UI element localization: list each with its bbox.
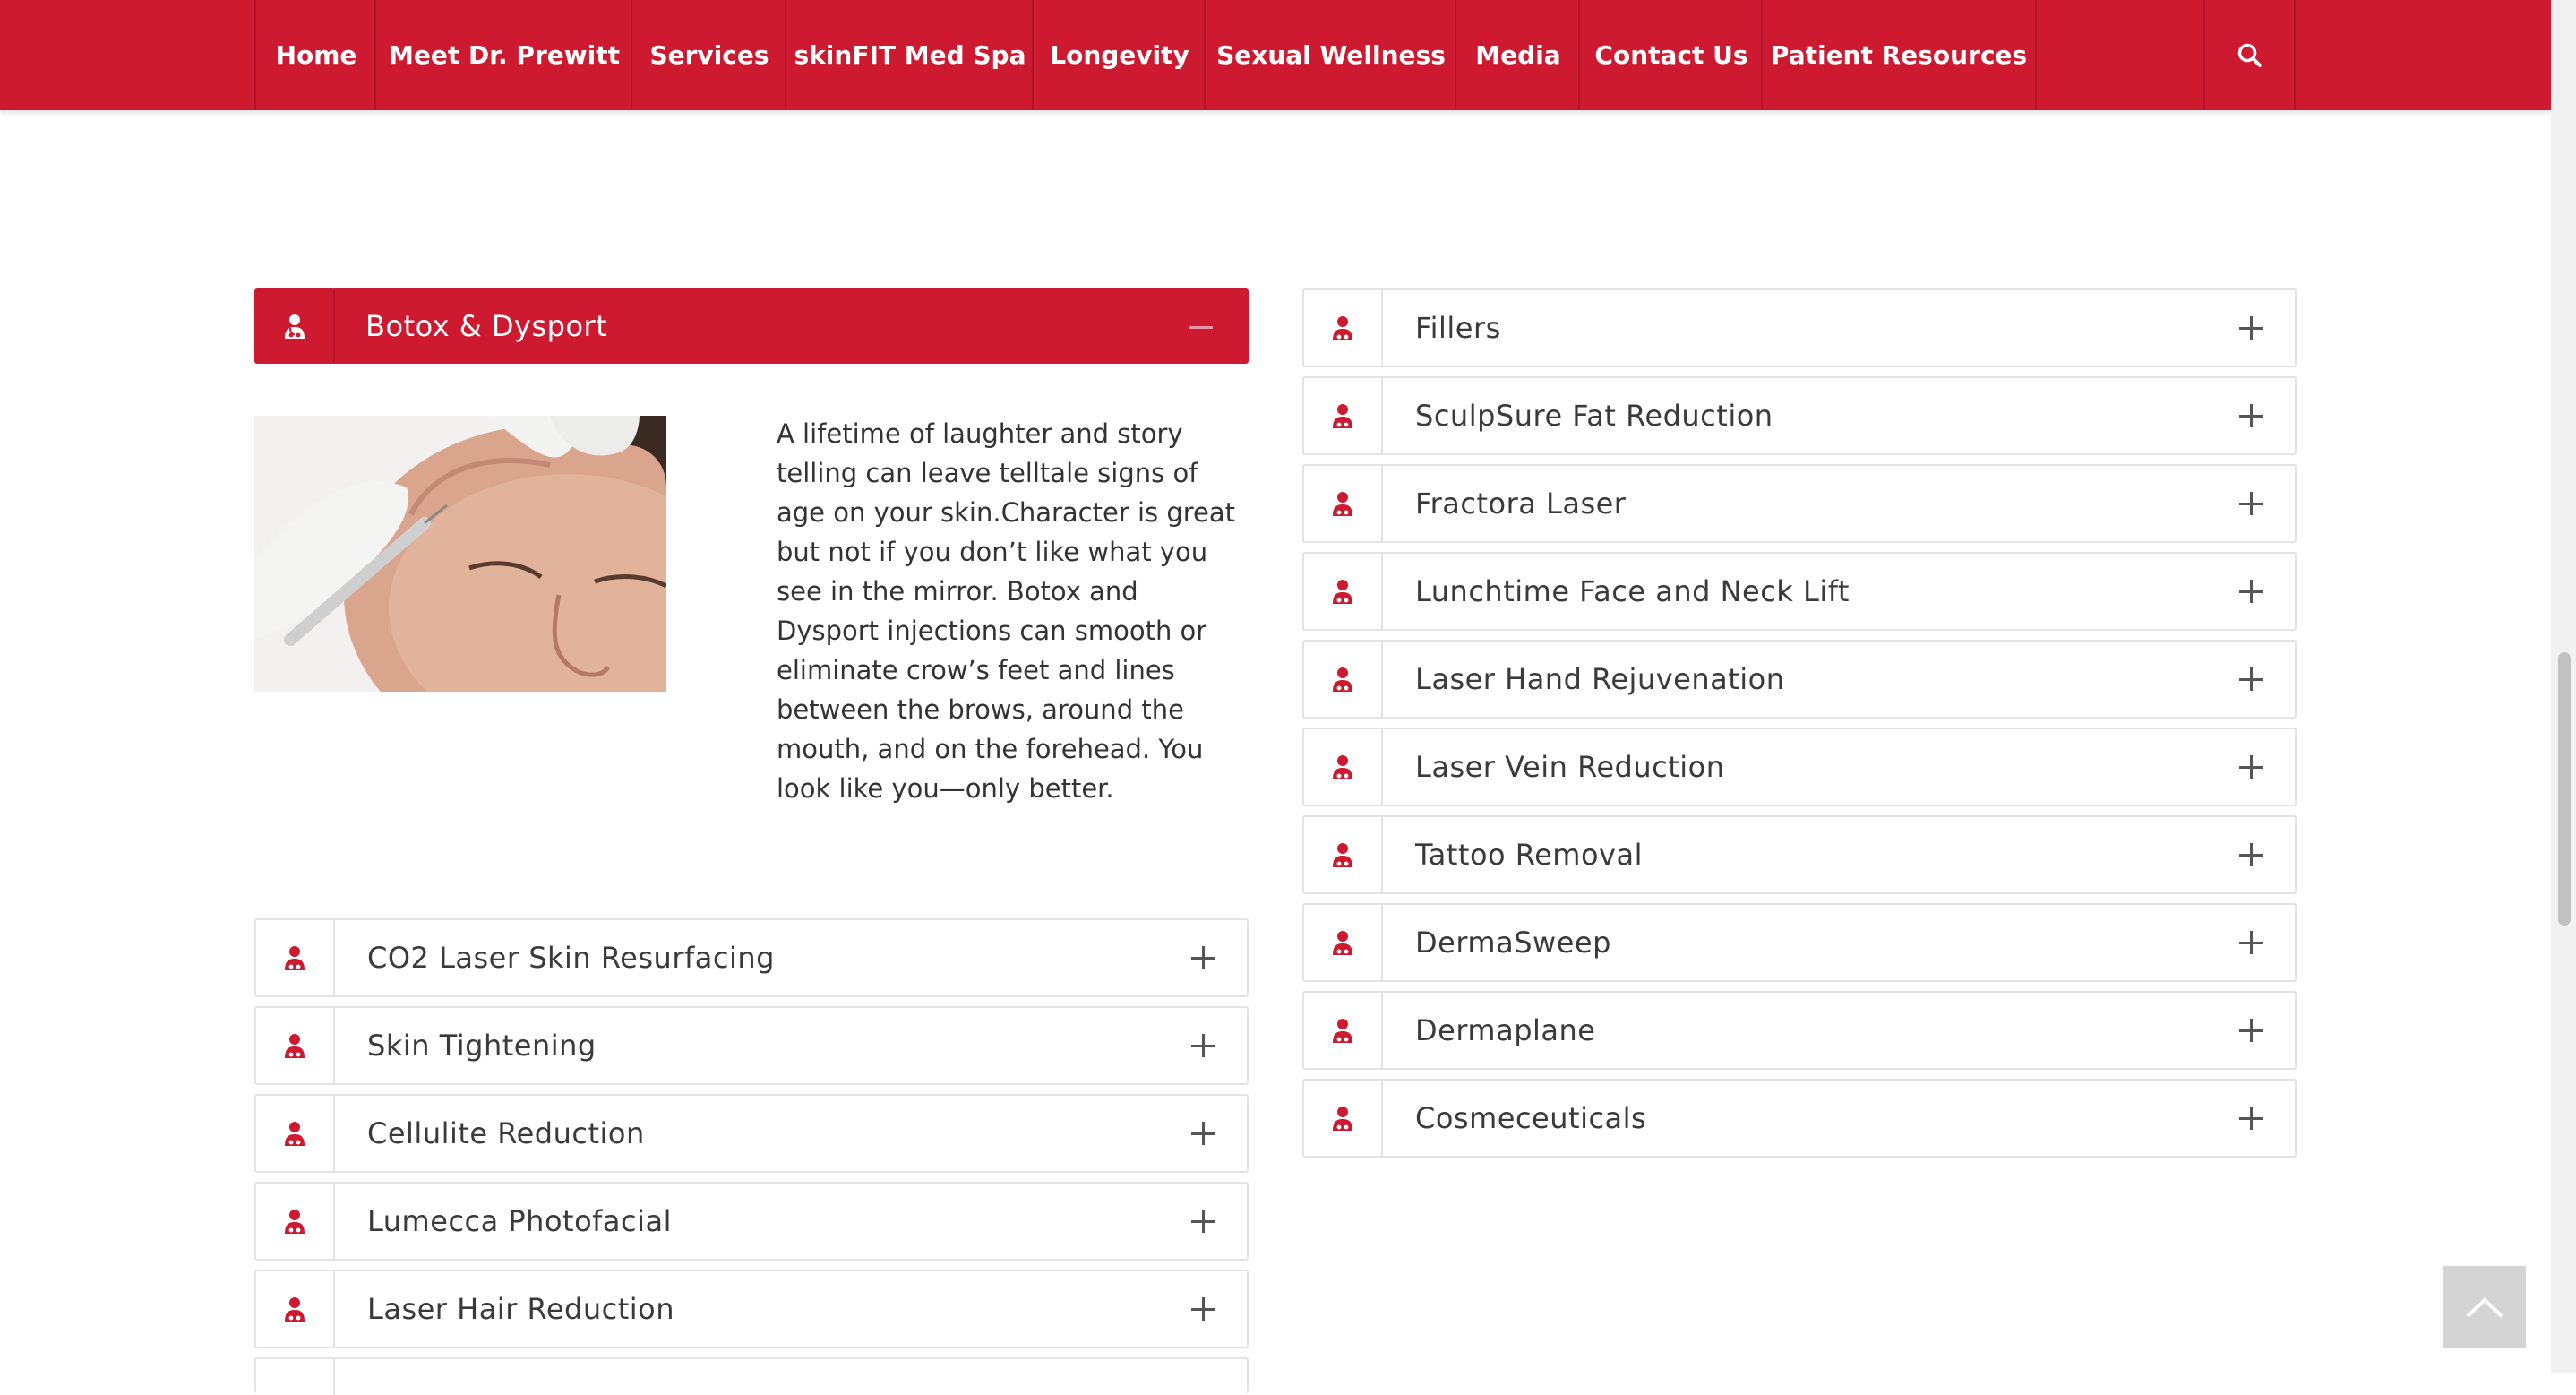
expand-plus-icon[interactable]	[2239, 755, 2263, 779]
accordion-lumecca-photofacial[interactable]	[254, 1182, 1249, 1261]
doctor-icon	[1304, 642, 1383, 717]
doctor-icon	[1304, 817, 1383, 892]
accordion-label: Cosmeceuticals	[1415, 1101, 1647, 1135]
nav-media[interactable]: Media	[1455, 0, 1580, 110]
accordion-lunchtime-lift[interactable]	[1302, 552, 2297, 631]
expand-plus-icon[interactable]	[2239, 667, 2263, 691]
nav-sexual-wellness[interactable]: Sexual Wellness	[1204, 0, 1456, 110]
nav-contact-us[interactable]: Contact Us	[1578, 0, 1763, 110]
doctor-icon	[1304, 378, 1383, 453]
accordion-label: Lunchtime Face and Neck Lift	[1415, 574, 1850, 608]
expand-plus-icon[interactable]	[2239, 492, 2263, 515]
expand-plus-icon[interactable]	[2239, 316, 2263, 340]
accordion-laser-hair-reduction[interactable]	[254, 1270, 1249, 1348]
expand-plus-icon[interactable]	[2239, 843, 2263, 866]
collapse-icon[interactable]	[1189, 326, 1213, 329]
doctor-icon	[256, 1271, 335, 1347]
nav-skinfit-med-spa[interactable]: skinFIT Med Spa	[785, 0, 1034, 110]
doctor-icon	[256, 1184, 335, 1259]
accordion-tattoo-removal[interactable]	[1302, 815, 2297, 894]
nav-home[interactable]: Home	[254, 0, 376, 110]
nav-patient-resources[interactable]: Patient Resources	[1761, 0, 2037, 110]
accordion-label: Tattoo Removal	[1415, 838, 1643, 872]
expand-plus-icon[interactable]	[2239, 580, 2263, 603]
doctor-icon	[256, 1008, 335, 1083]
nav-services[interactable]: Services	[631, 0, 786, 110]
accordion-fractora-laser[interactable]	[1302, 464, 2297, 543]
expand-plus-icon[interactable]	[1191, 946, 1215, 969]
accordion-label: Skin Tightening	[367, 1029, 597, 1063]
botox-description: A lifetime of laughter and story telling can leave telltale signs of age on your skin.Character is great but not if you don’t like what you see in the mirror. Botox and Dysport injections can smooth or eliminate crow’s feet and lines between the brows, around the mouth, and on the forehead. You look like you—only better.	[777, 418, 1236, 804]
accordion-sculpsure[interactable]	[1302, 376, 2297, 455]
accordion-co2-laser[interactable]	[254, 918, 1249, 997]
accordion-title: Botox & Dysport	[365, 309, 608, 343]
doctor-icon	[1304, 466, 1383, 541]
expand-plus-icon[interactable]	[2239, 931, 2263, 954]
doctor-icon	[256, 920, 335, 995]
expand-plus-icon[interactable]	[2239, 404, 2263, 427]
accordion-laser-vein[interactable]	[1302, 728, 2297, 806]
doctor-icon	[1304, 554, 1383, 629]
icon-cell	[256, 1359, 335, 1395]
accordion-label: Lumecca Photofacial	[367, 1204, 673, 1238]
doctor-icon	[1304, 290, 1383, 366]
accordion-label: Laser Hand Rejuvenation	[1415, 662, 1785, 696]
accordion-label: Cellulite Reduction	[367, 1116, 645, 1150]
accordion-label: CO2 Laser Skin Resurfacing	[367, 941, 775, 975]
nav-meet-dr-prewitt[interactable]: Meet Dr. Prewitt	[374, 0, 632, 110]
botox-treatment-image	[254, 416, 666, 692]
accordion-cosmeceuticals[interactable]	[1302, 1079, 2297, 1158]
accordion-label: DermaSweep	[1415, 926, 1611, 960]
accordion-laser-hand[interactable]	[1302, 640, 2297, 719]
doctor-icon	[256, 290, 335, 362]
accordion-botox-dysport[interactable]	[254, 288, 1249, 364]
expand-plus-icon[interactable]	[1191, 1034, 1215, 1057]
accordion-label: Laser Vein Reduction	[1415, 750, 1725, 784]
expand-plus-icon[interactable]	[1191, 1122, 1215, 1145]
doctor-icon	[1304, 993, 1383, 1068]
doctor-icon	[256, 1096, 335, 1171]
accordion-fillers[interactable]	[1302, 288, 2297, 367]
accordion-skin-tightening[interactable]	[254, 1006, 1249, 1085]
accordion-dermaplane[interactable]	[1302, 991, 2297, 1070]
accordion-label: Laser Hair Reduction	[367, 1292, 674, 1326]
doctor-icon	[1304, 729, 1383, 805]
accordion-label: Fractora Laser	[1415, 487, 1627, 521]
main-nav	[0, 0, 2551, 110]
accordion-label: Dermaplane	[1415, 1013, 1596, 1047]
chevron-up-icon	[2465, 1296, 2504, 1319]
accordion-label: Fillers	[1415, 311, 1501, 345]
expand-plus-icon[interactable]	[2239, 1019, 2263, 1042]
accordion-label: SculpSure Fat Reduction	[1415, 399, 1773, 433]
scrollbar-thumb[interactable]	[2558, 652, 2571, 926]
accordion-partial-next[interactable]	[254, 1357, 1249, 1393]
search-icon	[2237, 42, 2263, 69]
expand-plus-icon[interactable]	[1191, 1210, 1215, 1233]
expand-plus-icon[interactable]	[2239, 1107, 2263, 1130]
nav-longevity[interactable]: Longevity	[1032, 0, 1206, 110]
expand-plus-icon[interactable]	[1191, 1297, 1215, 1321]
accordion-dermasweep[interactable]	[1302, 903, 2297, 982]
nav-search-button[interactable]	[2203, 0, 2296, 110]
back-to-top-button[interactable]	[2443, 1266, 2526, 1348]
doctor-icon	[1304, 905, 1383, 980]
doctor-icon	[1304, 1081, 1383, 1156]
accordion-cellulite-reduction[interactable]	[254, 1094, 1249, 1173]
